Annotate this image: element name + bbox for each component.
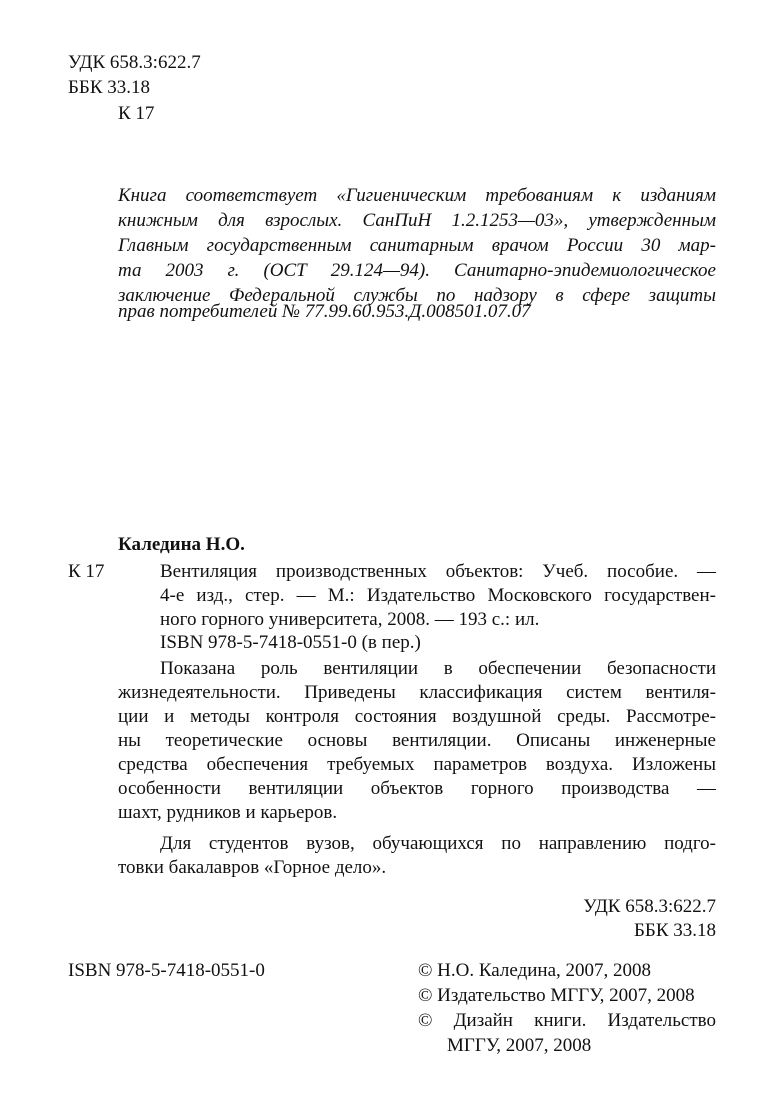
- copyright-line: © Н.О. Каледина, 2007, 2008: [418, 960, 652, 981]
- entry-line: ного горного университета, 2008. — 193 с.: ил.: [160, 609, 540, 630]
- audience-line: Для студентов вузов, обучающихся по направлению подго-: [160, 833, 716, 854]
- abstract-line: средства обеспечения требуемых параметров воздуха. Изложены: [118, 754, 716, 775]
- abstract-line: шахт, рудников и карьеров.: [118, 802, 338, 823]
- abstract-line: жизнедеятельности. Приведены классификация систем вентиля-: [118, 682, 716, 703]
- abstract-line: особенности вентиляции объектов горного производства —: [118, 778, 716, 799]
- notice-line: Главным государственным санитарным врачом России 30 мар-: [118, 235, 716, 256]
- catalog-udk: УДК 658.3:622.7: [583, 896, 716, 917]
- copyright-line: © Дизайн книги. Издательство: [418, 1010, 716, 1031]
- notice-line: книжным для взрослых. СанПиН 1.2.1253—03», утвержденным: [118, 210, 716, 231]
- author-name: Каледина Н.О.: [118, 534, 245, 555]
- copyright-line: © Издательство МГГУ, 2007, 2008: [418, 985, 695, 1006]
- abstract-line: ции и методы контроля состояния воздушной среды. Рассмотре-: [118, 706, 716, 727]
- entry-line: 4-е изд., стер. — М.: Издательство Московского государствен-: [160, 585, 716, 606]
- audience-line: товки бакалавров «Горное дело».: [118, 857, 387, 878]
- isbn-line: ISBN 978-5-7418-0551-0 (в пер.): [160, 632, 421, 653]
- footer-isbn: ISBN 978-5-7418-0551-0: [68, 960, 265, 981]
- catalog-cutter: К 17: [68, 561, 105, 582]
- bbk-code: ББК 33.18: [68, 77, 150, 98]
- udk-code: УДК 658.3:622.7: [68, 52, 201, 73]
- abstract-line: Показана роль вентиляции в обеспечении безопасности: [160, 658, 716, 679]
- notice-line: заключение Федеральной службы по надзору в сфере защиты: [118, 285, 716, 306]
- notice-line: прав потребителей № 77.99.60.953.Д.008501.07.07: [118, 301, 531, 322]
- notice-line: Книга соответствует «Гигиеническим требованиям к изданиям: [118, 185, 716, 206]
- copyright-line: МГГУ, 2007, 2008: [447, 1035, 592, 1056]
- entry-line: Вентиляция производственных объектов: Учеб. пособие. —: [160, 561, 716, 582]
- notice-line: та 2003 г. (ОСТ 29.124—94). Санитарно-эпидемиологическое: [118, 260, 716, 281]
- cutter-code: К 17: [118, 103, 155, 124]
- abstract-line: ны теоретические основы вентиляции. Описаны инженерные: [118, 730, 716, 751]
- catalog-bbk: ББК 33.18: [634, 920, 716, 941]
